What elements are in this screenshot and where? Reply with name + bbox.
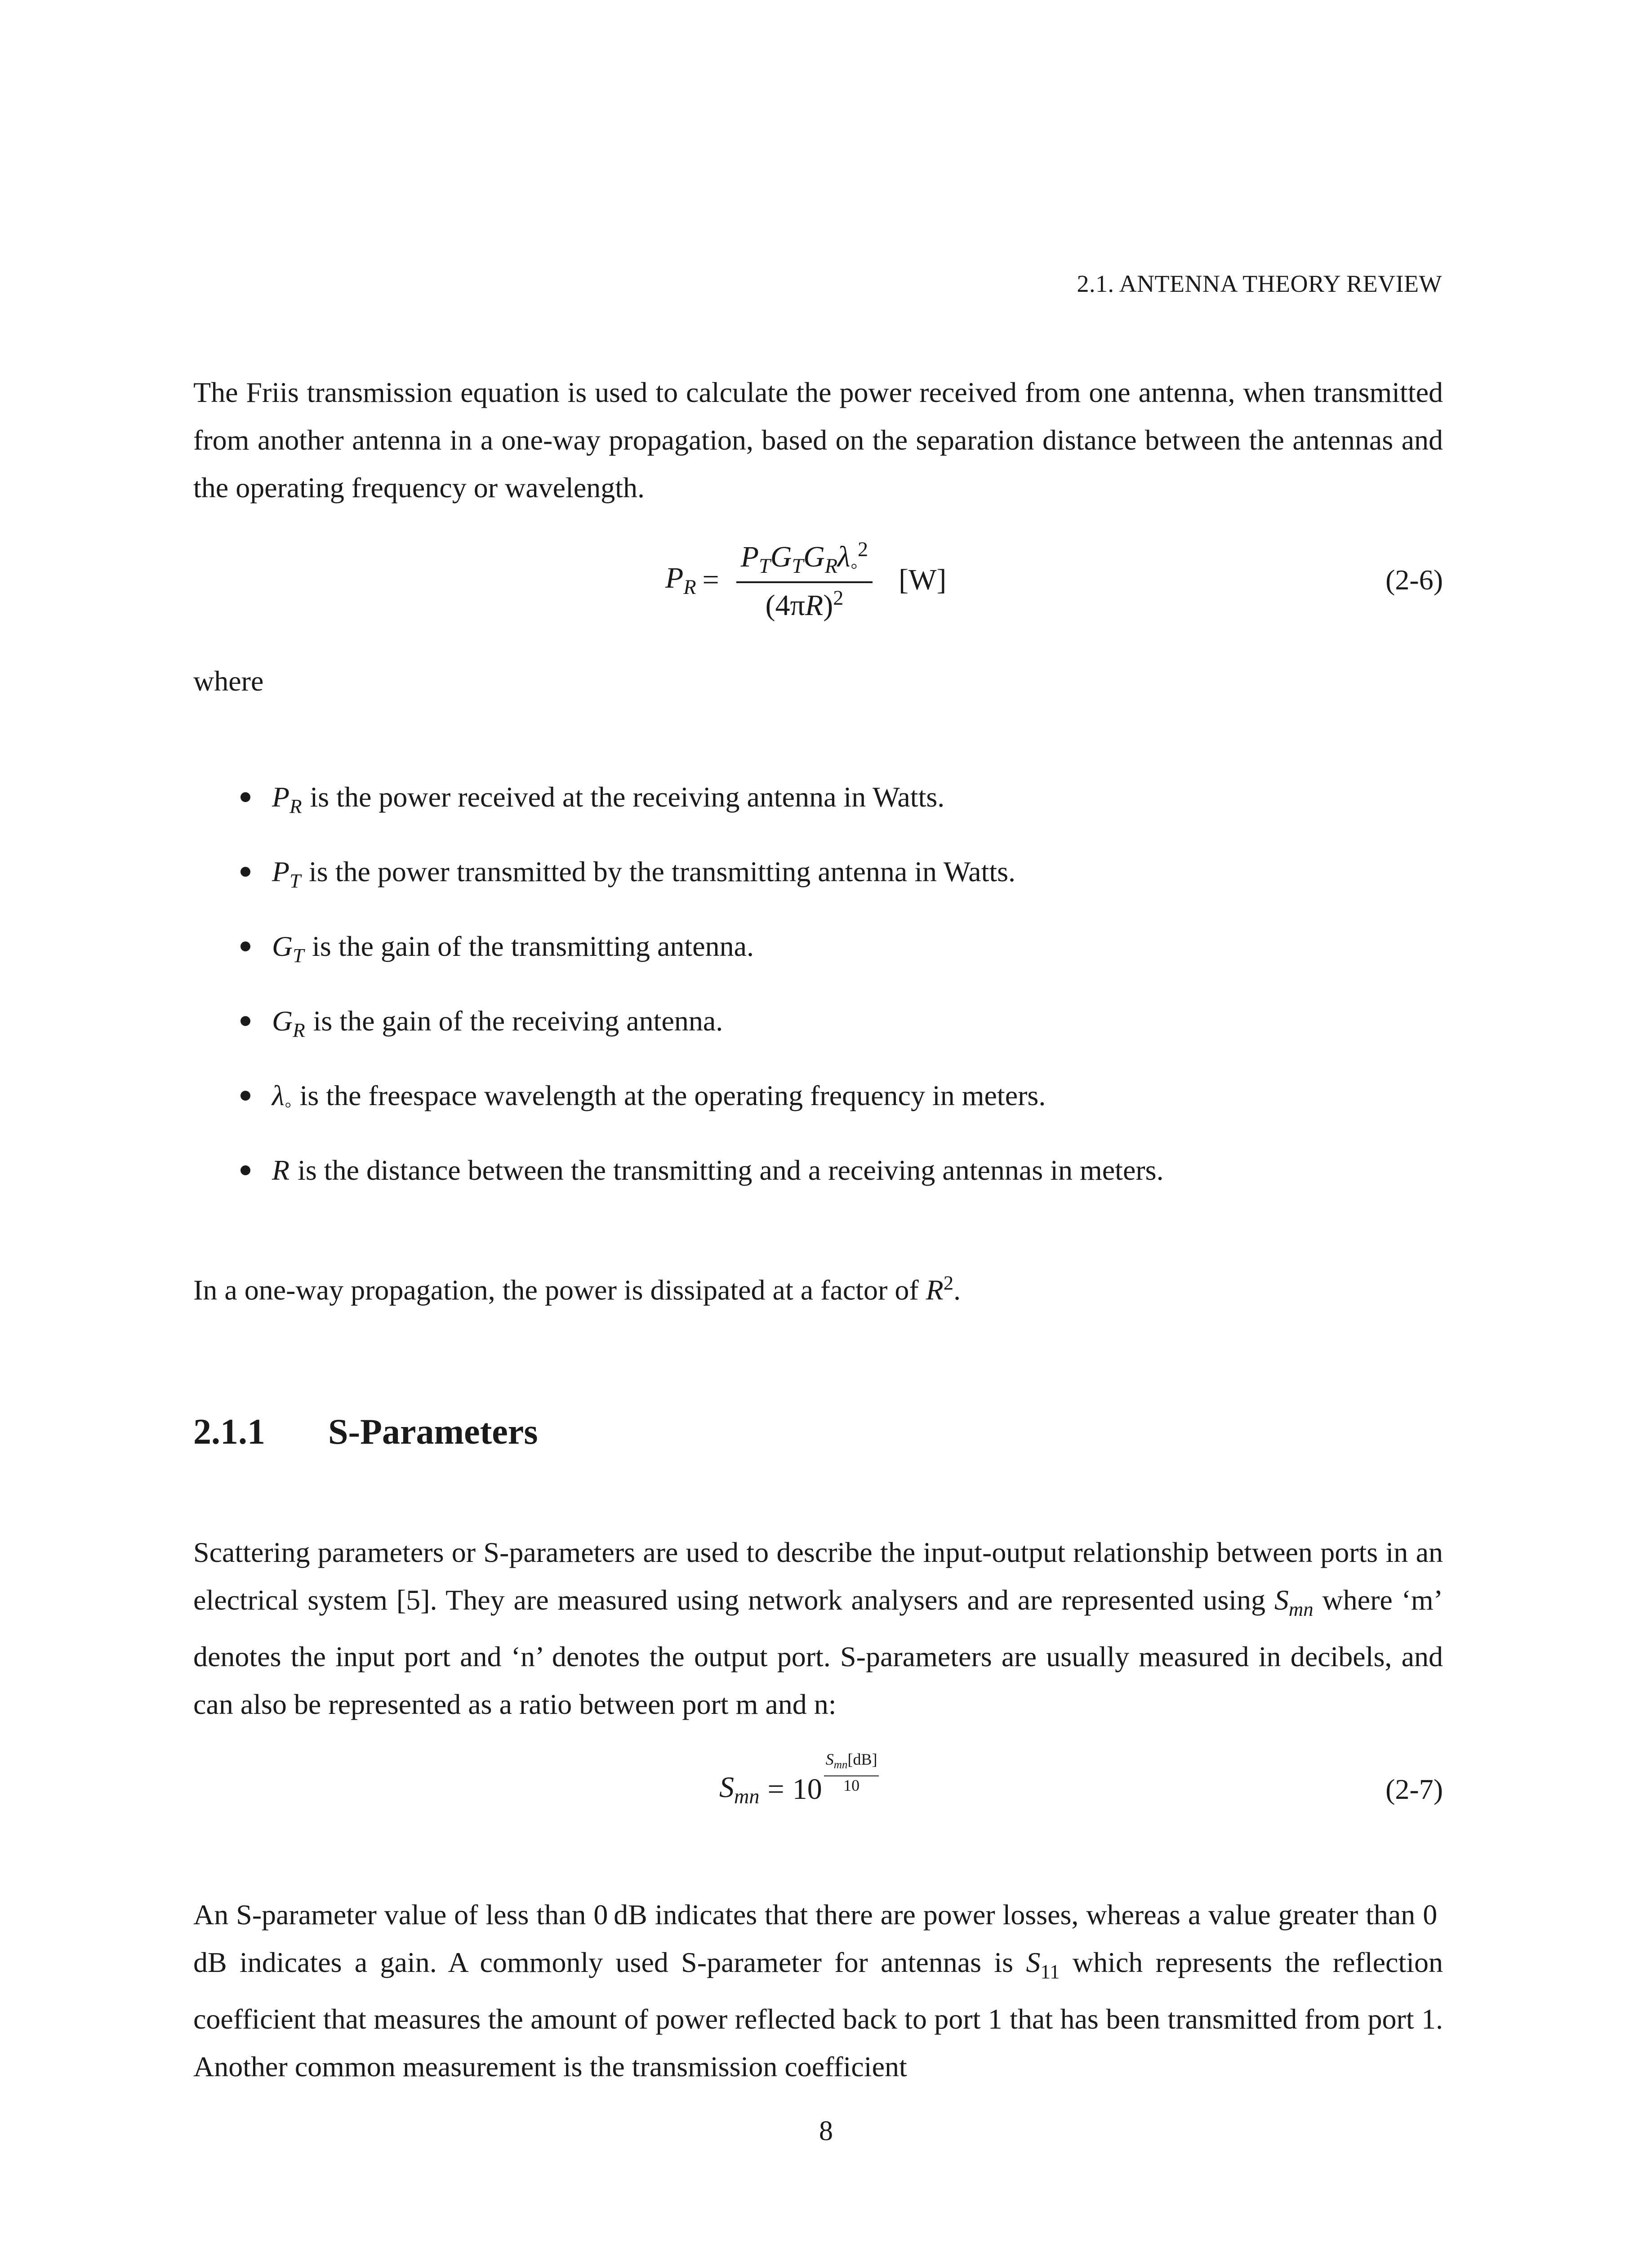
definition-text: is the power received at the receiving antenna in Watts.	[310, 781, 945, 813]
bullet-dot-icon	[240, 792, 250, 802]
sparam-exponent: $S_{mn}[dB]$ 10	[824, 1750, 879, 1794]
symbol-definition-list	[193, 773, 1443, 1221]
friis-equation	[193, 535, 1443, 625]
definition-text: is the gain of the receiving antenna.	[313, 1005, 723, 1037]
equation-number-2-7: (2-7)	[1385, 1773, 1443, 1805]
section-title: S-Parameters	[328, 1412, 538, 1452]
definition-text: is the freespace wavelength at the operating frequency in meters.	[299, 1079, 1046, 1111]
bullet-dot-icon	[240, 941, 250, 951]
definition-symbol: R	[272, 1154, 290, 1186]
friis-lhs: $P_R$	[665, 561, 696, 599]
definition-item	[193, 923, 1443, 997]
section-number: 2.1.1	[193, 1412, 265, 1452]
friis-equation-body	[665, 535, 946, 625]
friis-denominator: $(4\pi R)^2$	[765, 586, 844, 622]
definition-symbol: $G_T$	[272, 930, 304, 967]
dissipation-paragraph: In a one-way propagation, the power is dissipated at a factor of $R^2$.	[193, 1271, 961, 1306]
definition-symbol: $P_T$	[272, 856, 301, 892]
definition-item	[193, 1146, 1443, 1221]
sparam-equals: =	[767, 1773, 784, 1806]
intro-paragraph: The Friis transmission equation is used to calculate the power received from one antenna, when transmitted from another antenna in a one-way propagation, based on the separation distance between the antennas and the operating frequency or wavelength.	[193, 376, 1443, 504]
friis-unit: [W]	[899, 563, 947, 596]
where-label: where	[193, 665, 264, 697]
friis-fraction	[736, 537, 873, 623]
sparam-value-paragraph: An S-parameter value of less than 0 dB indicates that there are power losses, whereas a value greater than 0 dB indicates a gain. A commonly used S-parameter for antennas is $S_{11}$ which represents the reflection coefficient that measures the amount of power reflected back to port 1 that has been transmitted from port 1. Another common measurement is the transmission coefficient	[193, 1899, 1443, 2083]
definition-item	[193, 997, 1443, 1072]
bullet-dot-icon	[240, 1091, 250, 1101]
definition-item	[193, 848, 1443, 923]
friis-numerator: $P_TG_TG_R\lambda_◦^2$	[736, 537, 873, 583]
definition-symbol: $G_R$	[272, 1005, 305, 1041]
section-heading	[193, 1412, 538, 1453]
equation-number-2-6: (2-6)	[1385, 564, 1443, 596]
friis-equals: =	[702, 563, 719, 596]
sparam-equation-body	[719, 1744, 879, 1834]
page-number: 8	[819, 2116, 833, 2146]
bullet-dot-icon	[240, 1016, 250, 1026]
definition-item	[193, 773, 1443, 848]
definition-symbol: $\lambda_◦$	[272, 1079, 292, 1116]
definition-text: is the power transmitted by the transmitting antenna in Watts.	[309, 856, 1016, 888]
sparam-equation	[193, 1744, 1443, 1834]
definition-text: is the gain of the transmitting antenna.	[312, 930, 754, 962]
bullet-dot-icon	[240, 867, 250, 877]
definition-item	[193, 1072, 1443, 1146]
definition-symbol: $P_R$	[272, 781, 302, 817]
running-head: 2.1. ANTENNA THEORY REVIEW	[1077, 270, 1442, 297]
bullet-dot-icon	[240, 1165, 250, 1175]
sparam-base: 10	[792, 1773, 822, 1806]
sparam-intro-paragraph: Scattering parameters or S-parameters are used to describe the input-output relationship between ports in an electrical system [5]. They are measured using network analysers and are represented using $S_{mn}$ where ‘m’ denotes the input port and ‘n’ denotes the output port. S-parameters are usually measured in decibels, and can also be represented as a ratio between port m and n:	[193, 1536, 1443, 1720]
sparam-lhs: $S_{mn}$	[719, 1771, 760, 1808]
definition-text: is the distance between the transmitting and a receiving antennas in meters.	[298, 1154, 1164, 1186]
